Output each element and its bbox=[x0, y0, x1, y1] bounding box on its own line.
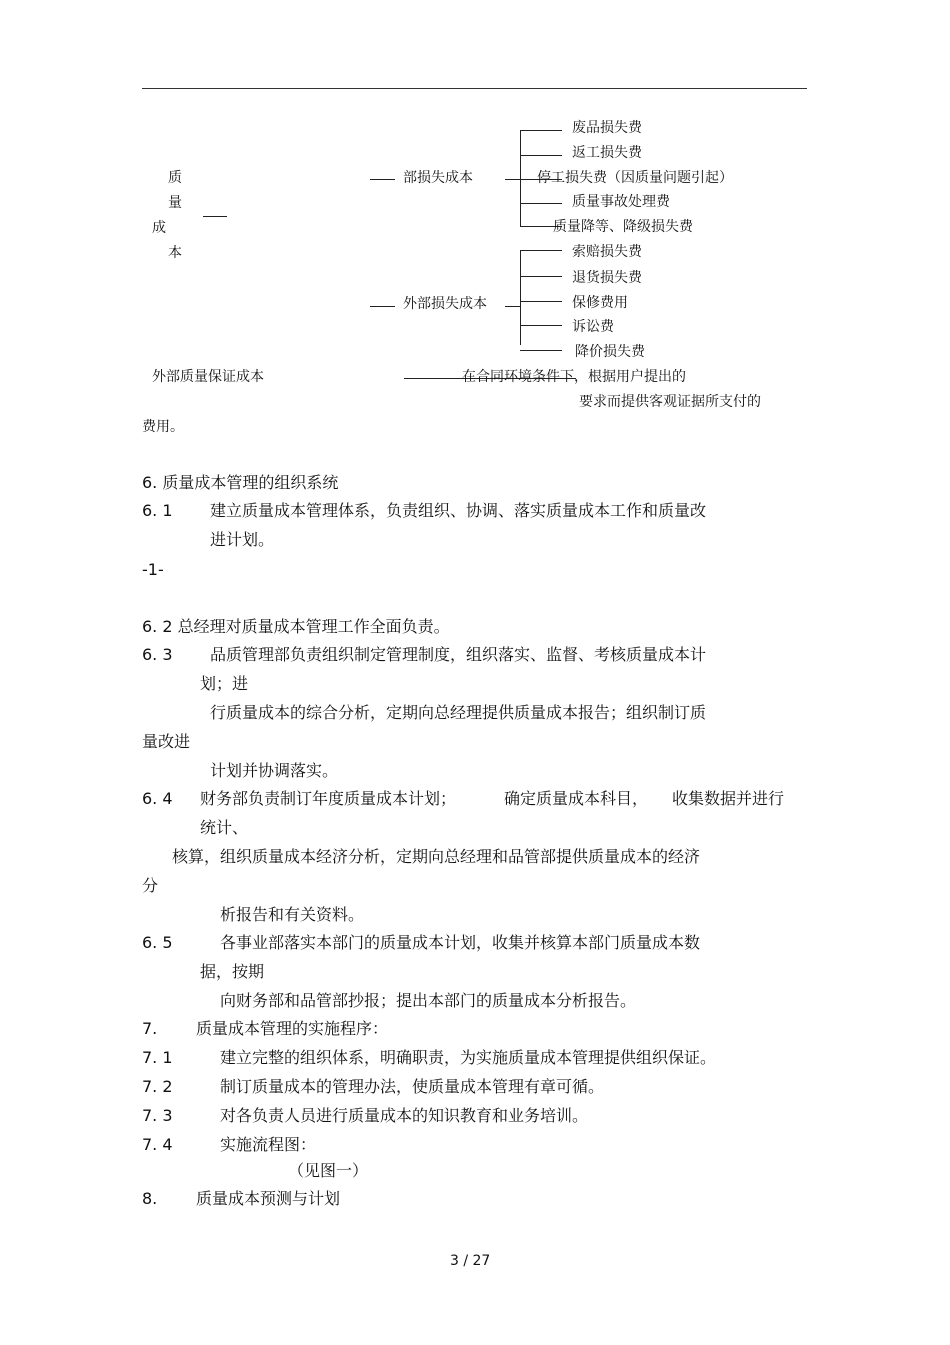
assurance-desc: 在合同环境条件下，根据用户提出的 bbox=[462, 369, 686, 385]
root-connector bbox=[203, 216, 227, 217]
root-char: 本 bbox=[168, 245, 182, 261]
internal-bracket bbox=[520, 130, 521, 226]
branch-tick bbox=[520, 155, 562, 156]
internal-item: 质量降等、降级损失费 bbox=[553, 219, 693, 235]
item-number: 8. bbox=[142, 1189, 158, 1208]
paragraph-line: 向财务部和品管部抄报；提出本部门的质量成本分析报告。 bbox=[220, 991, 637, 1010]
branch-tick bbox=[520, 276, 562, 277]
external-bracket bbox=[520, 250, 521, 345]
paragraph-line: 财务部负责制订年度质量成本计划； bbox=[200, 789, 457, 808]
root-char: 质 bbox=[168, 170, 182, 186]
section-heading: 质量成本管理的实施程序： bbox=[196, 1019, 389, 1038]
branch-tick bbox=[520, 250, 562, 251]
item-number: 6. 1 bbox=[142, 501, 173, 520]
paragraph-line: 收集数据并进行 bbox=[672, 789, 785, 808]
paragraph-line: （见图一） bbox=[288, 1161, 369, 1180]
internal-item: 质量事故处理费 bbox=[572, 194, 670, 210]
paragraph-line: 析报告和有关资料。 bbox=[220, 905, 365, 924]
paragraph-line: 行质量成本的综合分析，定期向总经理提供质量成本报告；组织制订质 bbox=[210, 703, 707, 722]
root-char: 成 bbox=[152, 220, 166, 236]
paragraph-line: 计划并协调落实。 bbox=[210, 761, 339, 780]
page-number: 3 / 27 bbox=[450, 1253, 491, 1269]
paragraph-line: 6. 2 总经理对质量成本管理工作全面负责。 bbox=[142, 617, 450, 636]
item-number: 6. 5 bbox=[142, 933, 173, 952]
root-char: 量 bbox=[168, 195, 182, 211]
internal-item: 废品损失费 bbox=[572, 120, 642, 136]
paragraph-line: 据，按期 bbox=[200, 962, 265, 981]
paragraph-line: 进计划。 bbox=[210, 530, 275, 549]
assurance-desc: 要求而提供客观证据所支付的 bbox=[579, 394, 761, 410]
assurance-desc: 费用。 bbox=[142, 419, 184, 435]
paragraph-line: 建立质量成本管理体系，负责组织、协调、落实质量成本工作和质量改 bbox=[210, 501, 707, 520]
external-item: 索赔损失费 bbox=[572, 244, 642, 260]
paragraph-line: 统计、 bbox=[200, 818, 249, 837]
page-marker: -1- bbox=[142, 560, 164, 579]
external-stem bbox=[505, 306, 521, 307]
external-item: 诉讼费 bbox=[572, 319, 614, 335]
external-item: 退货损失费 bbox=[572, 270, 642, 286]
paragraph-line: 核算，组织质量成本经济分析，定期向总经理和品管部提供质量成本的经济 bbox=[172, 847, 701, 866]
header-rule bbox=[142, 88, 807, 89]
paragraph-line: 分 bbox=[142, 876, 159, 895]
paragraph-line: 对各负责人员进行质量成本的知识教育和业务培训。 bbox=[220, 1106, 589, 1125]
item-number: 7. 3 bbox=[142, 1106, 173, 1125]
external-connector bbox=[370, 306, 395, 307]
branch-tick bbox=[520, 350, 562, 351]
branch-tick bbox=[520, 130, 562, 131]
internal-item: 停工损失费（因质量问题引起） bbox=[537, 170, 733, 186]
item-number: 7. 4 bbox=[142, 1135, 173, 1154]
internal-stem bbox=[505, 179, 521, 180]
section-heading: 质量成本预测与计划 bbox=[196, 1189, 341, 1208]
paragraph-line: 制订质量成本的管理办法，使质量成本管理有章可循。 bbox=[220, 1077, 605, 1096]
branch-tick bbox=[520, 301, 562, 302]
internal-loss-label: 部损失成本 bbox=[403, 170, 473, 186]
paragraph-line: 建立完整的组织体系，明确职责，为实施质量成本管理提供组织保证。 bbox=[220, 1048, 717, 1067]
paragraph-line: 实施流程图： bbox=[220, 1135, 317, 1154]
assurance-label: 外部质量保证成本 bbox=[152, 369, 264, 385]
item-number: 6. 4 bbox=[142, 789, 173, 808]
internal-connector bbox=[370, 179, 395, 180]
external-item: 保修费用 bbox=[572, 295, 628, 311]
section-heading: 6. 质量成本管理的组织系统 bbox=[142, 473, 339, 492]
item-number: 7. bbox=[142, 1019, 158, 1038]
item-number: 6. 3 bbox=[142, 645, 173, 664]
internal-item: 返工损失费 bbox=[572, 145, 642, 161]
external-loss-label: 外部损失成本 bbox=[403, 296, 487, 312]
paragraph-line: 各事业部落实本部门的质量成本计划，收集并核算本部门质量成本数 bbox=[220, 933, 701, 952]
paragraph-line: 划；进 bbox=[200, 674, 249, 693]
item-number: 7. 2 bbox=[142, 1077, 173, 1096]
paragraph-line: 品质管理部负责组织制定管理制度，组织落实、监督、考核质量成本计 bbox=[210, 645, 707, 664]
branch-tick bbox=[520, 203, 562, 204]
paragraph-line: 确定质量成本科目， bbox=[504, 789, 649, 808]
item-number: 7. 1 bbox=[142, 1048, 173, 1067]
external-item: 降价损失费 bbox=[575, 344, 645, 360]
paragraph-line: 量改进 bbox=[142, 732, 191, 751]
branch-tick bbox=[520, 325, 562, 326]
